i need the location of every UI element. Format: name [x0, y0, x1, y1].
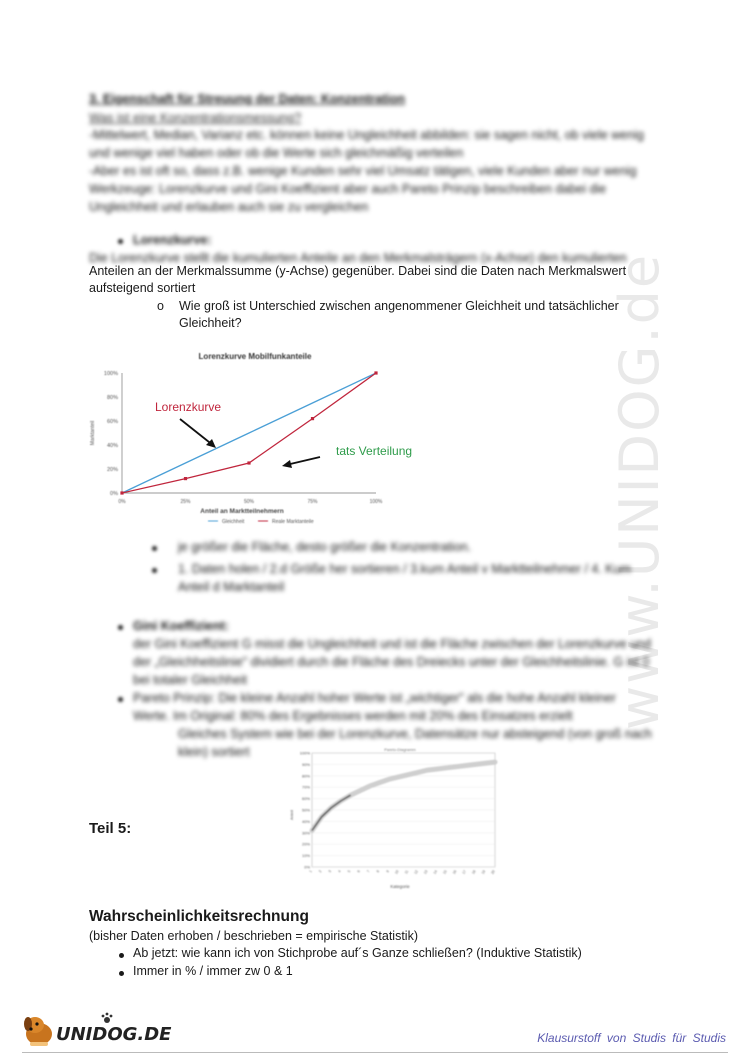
pareto-x-label: Kategorie: [390, 884, 410, 889]
annotation-tats-verteilung: tats Verteilung: [336, 444, 413, 458]
watermark: www.UNIDOG.de: [608, 252, 671, 730]
y-tick-label: 0%: [304, 864, 310, 870]
x-tick-label: 18: [471, 869, 477, 875]
data-point: [374, 371, 377, 374]
paw-icon: [100, 1012, 114, 1024]
data-point: [311, 417, 314, 420]
y-tick-label: 50%: [301, 807, 310, 813]
sub-bullet-marker: o: [157, 299, 164, 313]
chart-title: Lorenzkurve Mobilfunkanteile: [198, 352, 312, 361]
pareto-chart: [290, 745, 505, 890]
footer-tagline: Klausurstoff von Studis für Studis: [537, 1031, 726, 1045]
y-tick-label: 10%: [301, 853, 310, 859]
section-line-2: und wenige viel haben oder ob die Werte sich gleichmäßig verteilen: [89, 146, 464, 160]
pareto-line-1: Pareto Prinzip: Die kleine Anzahl hoher Werte ist „wichtiger" als die hohe Anzahl kleiner: [133, 691, 616, 705]
footer-divider: [22, 1052, 728, 1053]
y-tick-label: 80%: [301, 773, 310, 779]
data-point: [120, 491, 123, 494]
bullet-dot: [118, 239, 123, 244]
y-tick-label: 40%: [301, 818, 310, 824]
gini-line-1: der Gini Koeffizient G misst die Ungleichheit und ist die Fläche zwischen der Lorenzkurve und: [133, 637, 652, 651]
series-band: [312, 762, 495, 830]
y-tick-label: 40%: [106, 443, 118, 449]
gini-line-2: der „Gleichheitslinie" dividiert durch die Fläche des Dreiecks unter der Gleichheitslinie. G ist 0: [133, 655, 650, 669]
annotation-arrow-2: [286, 457, 320, 465]
x-tick-label: 9: [385, 869, 390, 874]
y-axis-label: Marktanteil: [90, 420, 96, 446]
lorenz-line-1: Die Lorenzkurve stellt die kumulierten Anteile an den Merkmalsträgern (x-Achse) den kumulierten: [89, 251, 627, 265]
x-tick-label: 14: [432, 869, 439, 875]
bullet-dot: [152, 568, 157, 573]
x-tick-label: 3: [327, 869, 333, 874]
lorenz-sub-line-1: Wie groß ist Unterschied zwischen angenommener Gleichheit und tatsächlicher: [179, 299, 619, 313]
section-line-4: Werkzeuge: Lorenzkurve und Gini Koeffizient aber auch Pareto Prinzip beschreiben dabei die: [89, 182, 607, 196]
x-tick-label: 16: [451, 869, 458, 875]
x-tick-label: 4: [337, 869, 342, 874]
x-tick-label: 8: [375, 869, 381, 874]
y-tick-label: 100%: [103, 371, 118, 377]
y-tick-label: 20%: [301, 841, 310, 847]
konz-bullet-1: je größer die Fläche, desto größer die Konzentration.: [178, 540, 472, 554]
bullet-dot: [118, 697, 123, 702]
y-tick-label: 90%: [301, 761, 310, 767]
wahr-bullet-2: Immer in % / immer zw 0 & 1: [133, 964, 293, 978]
data-point: [247, 461, 250, 464]
pareto-line-3: Gleiches System wie bei der Lorenzkurve, Datensätze nur absteigend (von groß nach: [178, 727, 652, 741]
gini-line-3: bei totaler Gleichheit: [133, 673, 247, 687]
pareto-line-4: klein) sortiert: [178, 745, 250, 759]
y-tick-label: 70%: [301, 784, 310, 790]
section-heading: 3. Eigenschaft für Streuung der Daten: Konzentration: [89, 92, 405, 106]
lorenz-sub-line-2: Gleichheit?: [179, 316, 242, 330]
series-line-0: [122, 373, 376, 493]
lorenz-label: Lorenzkurve:: [133, 233, 212, 247]
lorenz-line-2: Anteilen an der Merkmalssumme (y-Achse) gegenüber. Dabei sind die Daten nach Merkmalswert: [89, 264, 627, 278]
legend-label-equal: Gleichheit: [222, 519, 245, 525]
bullet-dot: [118, 625, 123, 630]
logo-text: UNIDOG.DE: [56, 1024, 172, 1045]
y-tick-label: 60%: [301, 796, 310, 802]
konz-bullet-2: 1. Daten holen / 2.d Größe her sortieren / 3.kum Anteil v Marktteilnehmer / 4. Kum: [178, 562, 631, 576]
y-tick-label: 30%: [301, 830, 310, 836]
y-tick-label: 80%: [106, 395, 118, 401]
pareto-line-2: Werte. Im Original: 80% des Ergebnisses werden mit 20% des Einsatzes erzielt: [133, 709, 573, 723]
x-tick-label: 0%: [118, 499, 126, 505]
bullet-dot: [119, 953, 124, 958]
x-tick-label: 10: [394, 869, 400, 875]
wahr-heading: Wahrscheinlichkeitsrechnung: [89, 908, 309, 925]
bullet-dot: [119, 971, 124, 976]
x-tick-label: 5: [346, 869, 352, 874]
teil5-heading: Teil 5:: [89, 820, 132, 837]
pareto-chart-title: Pareto-Diagramm: [384, 747, 416, 752]
x-tick-label: 13: [423, 869, 429, 875]
y-tick-label: 0%: [110, 491, 118, 497]
annotation-lorenzkurve: Lorenzkurve: [155, 400, 222, 414]
data-point: [184, 477, 187, 480]
legend-label-real: Reale Marktanteile: [272, 519, 314, 525]
annotation-arrow-1: [180, 419, 214, 446]
section-subheading: Was ist eine Konzentrationsmessung?: [89, 111, 302, 125]
wahr-subtitle: (bisher Daten erhoben / beschrieben = empirische Statistik): [89, 929, 418, 943]
x-tick-label: 25%: [180, 499, 191, 505]
lorenz-line-3: aufsteigend sortiert: [89, 281, 196, 295]
x-tick-label: 12: [413, 869, 419, 875]
x-tick-label: 19: [480, 869, 487, 875]
y-tick-label: 100%: [299, 750, 310, 756]
x-tick-label: 100%: [369, 499, 383, 505]
bullet-dot: [152, 546, 157, 551]
wahr-bullet-1: Ab jetzt: wie kann ich von Stichprobe auf´s Ganze schließen? (Induktive Statistik): [133, 946, 582, 960]
section-line-5: Ungleichheit und erlauben auch sie zu vergleichen: [89, 200, 369, 214]
x-tick-label: 17: [461, 869, 467, 875]
x-tick-label: 75%: [307, 499, 318, 505]
annotation-arrowhead-2: [282, 460, 292, 468]
section-line-1: -Mittelwert, Median, Varianz etc. können keine Ungleichheit abbilden: sie sagen nicht, ob viele wenig: [89, 128, 644, 142]
y-tick-label: 60%: [106, 419, 118, 425]
konz-bullet-2-cont: Anteil d Marktanteil: [178, 580, 285, 594]
x-tick-label: 11: [403, 869, 410, 875]
x-tick-label: 1: [308, 869, 313, 874]
x-tick-label: 6: [356, 869, 362, 874]
pareto-y-label: Anteil: [289, 809, 294, 821]
x-tick-label: 2: [318, 869, 323, 874]
x-tick-label: 20: [490, 869, 496, 875]
x-tick-label: 15: [442, 869, 448, 875]
section-line-3: -Aber es ist oft so, dass z.B. wenige Kunden sehr viel Umsatz tätigen, viele Kunden aber nur wenig: [89, 164, 637, 178]
footer-logo: [22, 1012, 172, 1050]
gini-label: Gini Koeffizient:: [133, 619, 229, 633]
x-tick-label: 50%: [243, 499, 255, 505]
lorenz-chart: [80, 345, 460, 530]
x-axis-label: Anteil an Marktteilnehmern: [200, 508, 284, 515]
y-tick-label: 20%: [106, 467, 118, 473]
x-tick-label: 7: [366, 869, 371, 874]
dog-logo-icon: [22, 1012, 56, 1048]
